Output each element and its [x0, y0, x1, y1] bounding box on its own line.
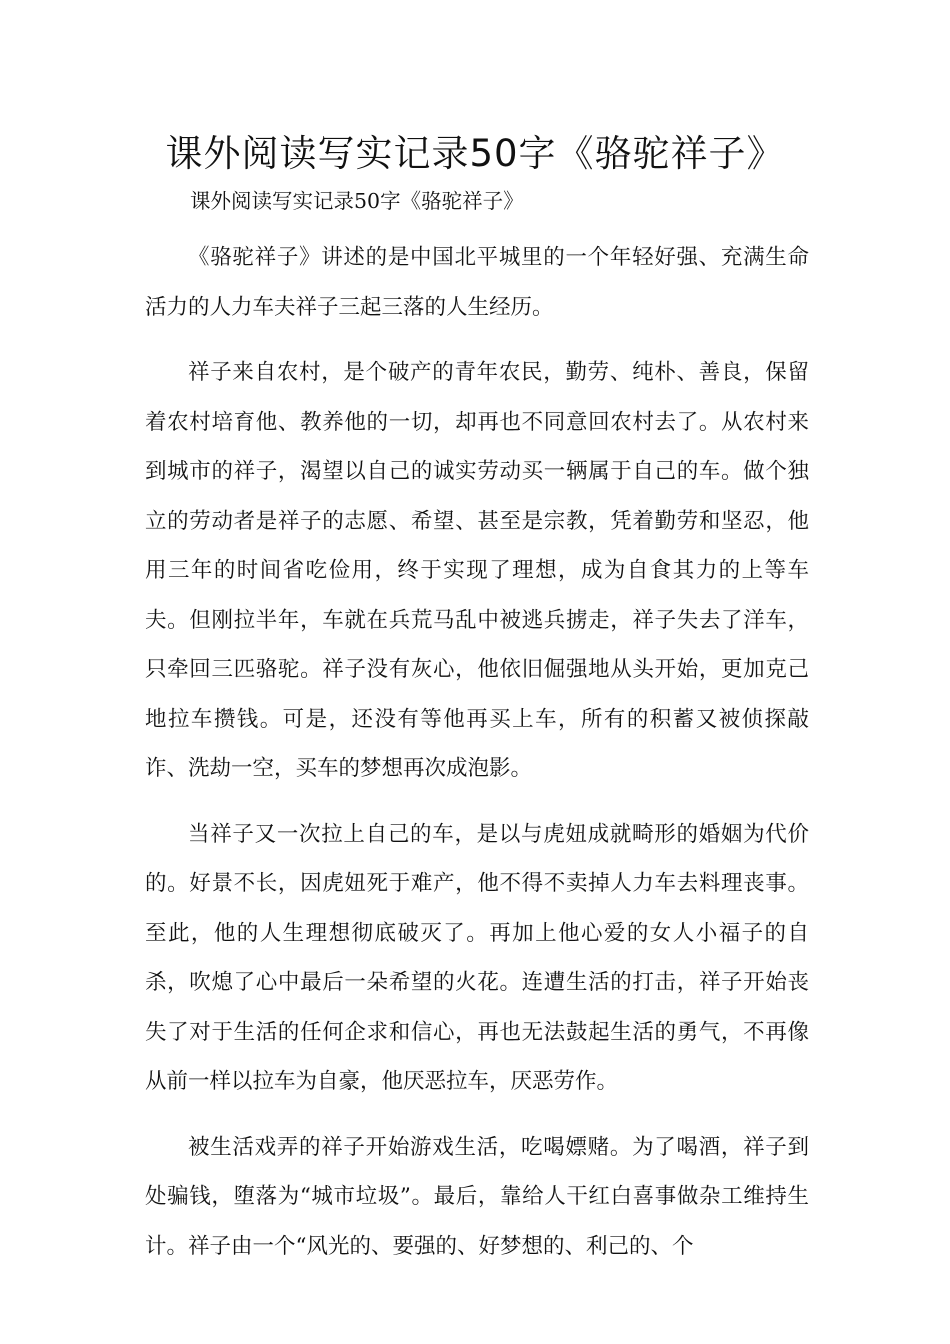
page-title: 课外阅读写实记录50字《骆驼祥子》: [165, 132, 785, 175]
paragraph-1: 《骆驼祥子》讲述的是中国北平城里的一个年轻好强、充满生命活力的人力车夫祥子三起三落的人生经历。: [145, 245, 809, 320]
subtitle-line: 课外阅读写实记录50字《骆驼祥子》: [190, 189, 524, 213]
paragraph-2: 祥子来自农村，是个破产的青年农民，勤劳、纯朴、善良，保留着农村培育他、教养他的一切，却再也不同意回农村去了。从农村来到城市的祥子，渴望以自己的诚实劳动买一辆属于自己的车。做个独立的劳动者是祥子的志愿、希望、甚至是宗教，凭着勤劳和坚忍，他用三年的时间省吃俭用，终于实现了理想，成为自食其力的上等车夫。但刚拉半年，车就在兵荒马乱中被逃兵掳走，祥子失去了洋车，只牵回三匹骆驼。祥子没有灰心，他依旧倔强地从头开始，更加克己地拉车攒钱。可是，还没有等他再买上车，所有的积蓄又被侦探敲诈、洗劫一空，买车的梦想再次成泡影。: [145, 360, 809, 781]
paragraph-3: 当祥子又一次拉上自己的车，是以与虎妞成就畸形的婚姻为代价的。好景不长，因虎妞死于难产，他不得不卖掉人力车去料理丧事。至此，他的人生理想彻底破灭了。再加上他心爱的女人小福子的自杀，吹熄了心中最后一朵希望的火花。连遭生活的打击，祥子开始丧失了对于生活的任何企求和信心，再也无法鼓起生活的勇气，不再像从前一样以拉车为自豪，他厌恶拉车，厌恶劳作。: [145, 821, 809, 1094]
paragraph-4: 被生活戏弄的祥子开始游戏生活，吃喝嫖赌。为了喝酒，祥子到处骗钱，堕落为“城市垃圾”。最后，靠给人干红白喜事做杂工维持生计。祥子由一个“风光的、要强的、好梦想的、利己的、个: [145, 1134, 809, 1259]
body-text: [145, 233, 809, 1287]
